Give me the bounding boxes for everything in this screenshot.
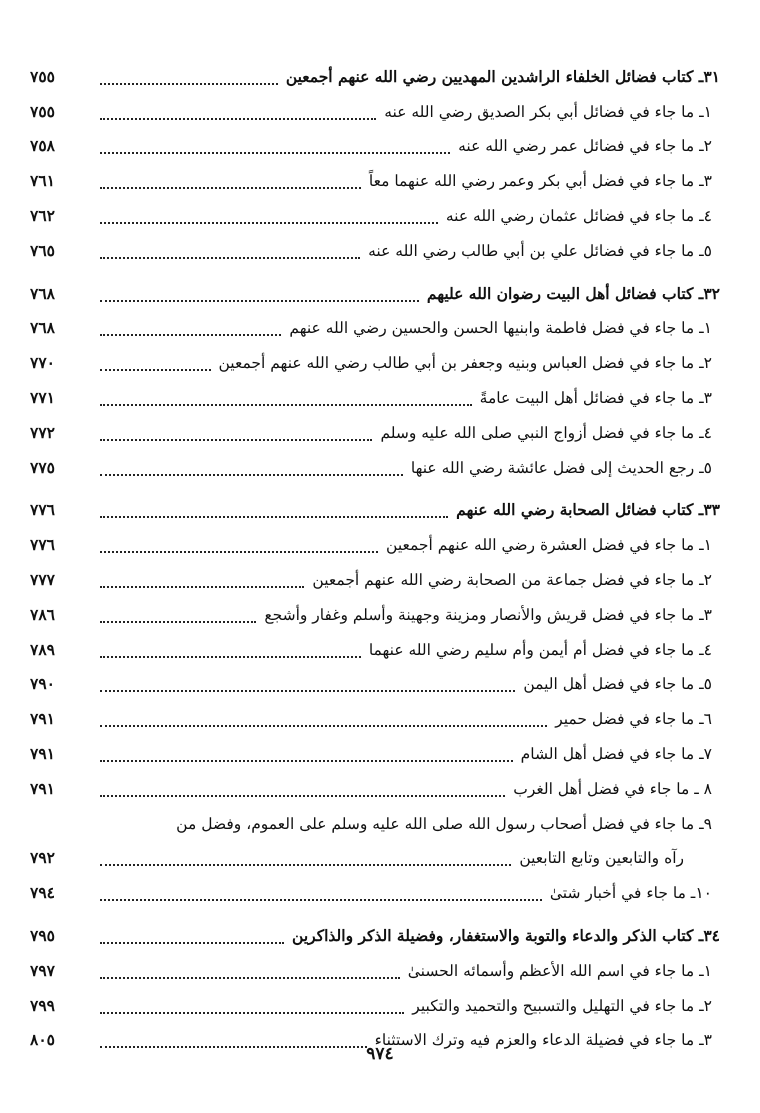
toc-entry-page: ٧٩٧: [30, 960, 55, 980]
leader-dots: [100, 257, 360, 259]
toc-entry-title: ٦ـ ما جاء في فضل حمير: [555, 710, 712, 729]
leader-dots: [100, 977, 400, 979]
toc-entry-title: ١٠ـ ما جاء في أخبار شتىٰ: [549, 884, 712, 903]
toc-entry[interactable]: [30, 308, 720, 343]
leader-dots: [100, 83, 278, 85]
toc-entry[interactable]: [30, 872, 720, 907]
toc-entry-page: ٧٩٤: [30, 883, 55, 903]
toc-entry[interactable]: [30, 447, 720, 482]
toc-entry-title: ٢ـ ما جاء في فضل جماعة من الصحابة رضي الله عنهم أجمعين: [312, 570, 712, 589]
toc-entry-page: ٨٠٥: [30, 1030, 55, 1050]
toc-chapter-entry[interactable]: [30, 490, 720, 525]
toc-entry[interactable]: [30, 559, 720, 594]
toc-entry-page: ٧٥٥: [30, 101, 55, 121]
toc-entry[interactable]: [30, 733, 720, 768]
leader-dots: [100, 152, 450, 154]
chapter-spacer: [30, 907, 720, 915]
toc-entry-page: ٧٦٢: [30, 205, 55, 225]
toc-entry-page: ٧٥٨: [30, 136, 55, 156]
toc-entry-page: ٧٩٢: [30, 848, 55, 868]
leader-dots: [100, 656, 361, 658]
toc-entry-title: ٥ـ رجع الحديث إلى فضل عائشة رضي الله عنها: [410, 458, 712, 477]
leader-dots: [100, 942, 284, 944]
toc-entry-page: ٧٧٥: [30, 457, 55, 477]
toc-entry[interactable]: [30, 342, 720, 377]
toc-entry-page: ٧٩١: [30, 743, 55, 763]
toc-entry-title: ٩ـ ما جاء في فضل أصحاب رسول الله صلى الله عليه وسلم على العموم، وفضل من: [176, 814, 712, 833]
leader-dots: [100, 690, 515, 692]
toc-entry-title: ٣ـ ما جاء في فضل أبي بكر وعمر رضي الله عنهما معاً: [368, 172, 712, 191]
leader-dots: [100, 439, 372, 441]
toc-entry[interactable]: [30, 377, 720, 412]
toc-entry-title: ٢ـ ما جاء في فضل العباس وبنيه وجعفر بن أبي طالب رضي الله عنهم أجمعين: [218, 354, 712, 373]
toc-chapter-entry[interactable]: [30, 915, 720, 950]
toc-entry-title: ٣٣ـ كتاب فضائل الصحابة رضي الله عنهم: [456, 500, 720, 520]
leader-dots: [100, 369, 211, 371]
toc-entry[interactable]: [30, 803, 720, 838]
toc-entry[interactable]: [30, 950, 720, 985]
toc-entry[interactable]: [30, 985, 720, 1020]
toc-entry-title: ١ـ ما جاء في اسم الله الأعظم وأسمائه الحسنىٰ: [407, 961, 712, 980]
toc-entry[interactable]: [30, 230, 720, 265]
toc-entry-page: ٧٧٦: [30, 500, 55, 520]
leader-dots: [100, 118, 376, 120]
leader-dots: [100, 725, 547, 727]
toc-entry-title: ٤ـ ما جاء في فضائل عثمان رضي الله عنه: [445, 206, 712, 225]
toc-entry-page: ٧٩١: [30, 778, 55, 798]
leader-dots: [100, 864, 511, 866]
toc-entry-title: ١ـ ما جاء في فضائل أبي بكر الصديق رضي الله عنه: [384, 102, 712, 121]
toc-entry-page: ٧٩٥: [30, 925, 55, 945]
toc-entry[interactable]: [30, 664, 720, 699]
toc-entry[interactable]: [30, 195, 720, 230]
toc-entry-page: ٧٧٠: [30, 353, 55, 373]
leader-dots: [100, 551, 378, 553]
toc-entry-title: رآه والتابعين وتابع التابعين: [519, 849, 684, 868]
leader-dots: [100, 795, 505, 797]
toc-entry-title: ٣ـ ما جاء في فضل قريش والأنصار ومزينة وجهينة وأسلم وغفار وأشجع: [264, 605, 712, 624]
leader-dots: [100, 474, 403, 476]
table-of-contents: [30, 56, 720, 1054]
leader-dots: [100, 899, 542, 901]
leader-dots: [100, 222, 438, 224]
toc-chapter-entry[interactable]: [30, 273, 720, 308]
leader-dots: [100, 187, 361, 189]
toc-entry-title: ٣٢ـ كتاب فضائل أهل البيت رضوان الله عليهم: [426, 283, 720, 303]
toc-entry[interactable]: [30, 838, 720, 873]
toc-entry-page: ٧٦١: [30, 171, 55, 191]
toc-entry-title: ٥ـ ما جاء في فضائل علي بن أبي طالب رضي الله عنه: [368, 241, 712, 260]
toc-entry-page: ٧٩٠: [30, 674, 55, 694]
leader-dots: [100, 300, 419, 302]
toc-entry-page: ٧٦٨: [30, 283, 55, 303]
toc-entry-title: ٤ـ ما جاء في فضل أزواج النبي صلى الله عليه وسلم: [380, 423, 712, 442]
toc-entry-title: ٧ـ ما جاء في فضل أهل الشام: [520, 744, 712, 763]
toc-entry[interactable]: [30, 768, 720, 803]
chapter-spacer: [30, 265, 720, 273]
toc-entry[interactable]: [30, 698, 720, 733]
toc-chapter-entry[interactable]: [30, 56, 720, 91]
toc-entry[interactable]: [30, 412, 720, 447]
toc-entry-page: ٧٨٦: [30, 604, 55, 624]
toc-entry-page: ٧٨٩: [30, 639, 55, 659]
toc-entry-title: ٢ـ ما جاء في فضائل عمر رضي الله عنه: [458, 137, 712, 156]
leader-dots: [100, 516, 448, 518]
toc-entry-title: ٣٤ـ كتاب الذكر والدعاء والتوبة والاستغفار، وفضيلة الذكر والذاكرين: [292, 925, 720, 945]
toc-entry-title: ٤ـ ما جاء في فضل أم أيمن وأم سليم رضي الله عنهما: [368, 640, 712, 659]
leader-dots: [100, 334, 281, 336]
chapter-spacer: [30, 482, 720, 490]
toc-entry-page: ٧٧٧: [30, 569, 55, 589]
toc-entry-title: ٨ ـ ما جاء في فضل أهل الغرب: [513, 779, 712, 798]
toc-entry-page: ٧٩٩: [30, 995, 55, 1015]
toc-entry-title: ٢ـ ما جاء في التهليل والتسبيح والتحميد والتكبير: [412, 996, 712, 1015]
toc-entry-page: ٧٥٥: [30, 66, 55, 86]
toc-entry[interactable]: [30, 629, 720, 664]
toc-entry-title: ١ـ ما جاء في فضل العشرة رضي الله عنهم أجمعين: [386, 536, 712, 555]
toc-entry[interactable]: [30, 126, 720, 161]
toc-entry[interactable]: [30, 594, 720, 629]
toc-entry-title: ١ـ ما جاء في فضل فاطمة وابنيها الحسن والحسين رضي الله عنهم: [289, 319, 712, 338]
toc-entry-page: ٧٩١: [30, 709, 55, 729]
toc-entry-title: ٣١ـ كتاب فضائل الخلفاء الراشدين المهديين رضي الله عنهم أجمعين: [285, 66, 720, 86]
leader-dots: [100, 760, 513, 762]
toc-entry-title: ٣ـ ما جاء في فضائل أهل البيت عامةً: [479, 388, 712, 407]
toc-entry-page: ٧٦٥: [30, 240, 55, 260]
toc-entry-title: ٥ـ ما جاء في فضل أهل اليمن: [523, 675, 712, 694]
toc-entry-page: ٧٧٢: [30, 422, 55, 442]
leader-dots: [100, 621, 256, 623]
toc-entry-page: [30, 836, 92, 838]
toc-entry[interactable]: [30, 524, 720, 559]
toc-entry[interactable]: [30, 160, 720, 195]
leader-dots: [100, 586, 304, 588]
toc-entry-page: ٧٧١: [30, 387, 55, 407]
toc-entry[interactable]: [30, 91, 720, 126]
toc-entry-page: ٧٧٦: [30, 535, 55, 555]
leader-dots: [100, 1012, 404, 1014]
toc-entry-page: ٧٦٨: [30, 318, 55, 338]
toc-entry-title: ٣ـ ما جاء في فضيلة الدعاء والعزم فيه وترك الاستثناء: [374, 1031, 712, 1050]
leader-dots: [100, 404, 472, 406]
page-number: ٩٧٤: [366, 1044, 394, 1064]
